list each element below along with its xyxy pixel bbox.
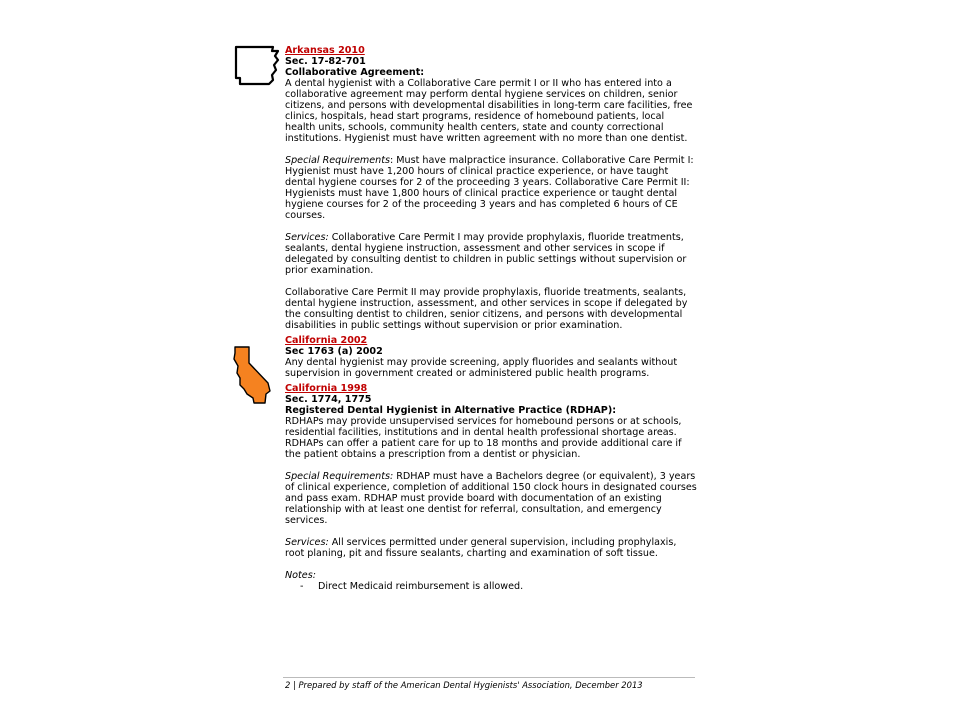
california1998-special-text: RDHAP must have a Bachelors degree (or equivalent), 3 years of clinical experience, completion of additional 150 clock hours in designated courses and pass exam. RDHAP must provide board with documentation of an existing relationship with at least one dentist for referral, consultation, and emergency services. [285,471,697,526]
california2002-heading: California 2002 [285,335,368,346]
arkansas-heading: Arkansas 2010 [285,45,365,56]
page-footer: 2 | Prepared by staff of the American Dental Hygienists' Association, December 2013 [285,680,643,690]
arkansas-special-label: Special Requirements [285,155,390,166]
california1998-heading: California 1998 [285,383,368,394]
arkansas-special-text: : Must have malpractice insurance. Collaborative Care Permit I: Hygienist must have 1,200 hours of clinical practice experience, or have taught dental hygiene courses for 2 of the proceeding 3 years. Collaborative Care Permit II: Hygienists must have 1,800 hours of clinical practice experience or taught dental hygiene courses for 2 of the proceeding 3 years and has completed 6 hours of CE courses. [285,155,694,221]
arkansas-services-label: Services: [285,232,329,243]
california1998-services-label: Services: [285,537,329,548]
document-body [285,45,697,592]
notes-dash: - [300,581,304,592]
california1998-section: Sec. 1774, 1775 [285,394,372,405]
arkansas-section: Sec. 17-82-701 [285,56,366,67]
footer-divider [283,677,695,678]
arkansas-body: A dental hygienist with a Collaborative Care permit I or II who has entered into a collaborative agreement may perform dental hygiene services on children, senior citizens, and persons with developmental disabilities in long-term care facilities, free clinics, hospitals, head start programs, residence of homebound patients, local health units, schools, community health centers, state and county correctional institutions. Hygienist must have written agreement with no more than one dentist. [285,78,693,144]
arkansas-services [285,232,697,276]
california1998-notes-item [285,581,697,592]
california1998-special-label: Special Requirements: [285,471,394,482]
arkansas-state-outline-icon [233,44,281,88]
notes-item-text: Direct Medicaid reimbursement is allowed. [318,581,524,592]
california-state-filled-icon [230,345,276,407]
arkansas-subheading: Collaborative Agreement: [285,67,425,78]
arkansas-services-text: Collaborative Care Permit I may provide prophylaxis, fluoride treatments, sealants, dental hygiene instruction, assessment and other services in scope if delegated by consulting dentist to children in public settings without supervision or prior examination. [285,232,687,276]
arkansas-special-requirements [285,155,697,221]
california1998-subheading: Registered Dental Hygienist in Alternative Practice (RDHAP): [285,405,617,416]
california2002-body: Any dental hygienist may provide screening, apply fluorides and sealants without supervision in government created or administered public health programs. [285,357,678,379]
california1998-special-requirements [285,471,697,526]
california2002-section: Sec 1763 (a) 2002 [285,346,383,357]
california1998-body: RDHAPs may provide unsupervised services for homebound persons or at schools, residential facilities, institutions and in dental health professional shortage areas. RDHAPs can offer a patient care for up to 18 months and provide additional care if the patient obtains a prescription from a dentist or physician. [285,416,682,460]
california1998-services-text: All services permitted under general supervision, including prophylaxis, root planing, pit and fissure sealants, charting and examination of soft tissue. [285,537,677,559]
california1998-notes-label: Notes: [285,570,316,581]
arkansas-permit2: Collaborative Care Permit II may provide prophylaxis, fluoride treatments, sealants, dental hygiene instruction, assessment, and other services in scope if delegated by the consulting dentist to children, senior citizens, and persons with developmental disabilities in public settings without supervision or prior examination. [285,287,688,331]
california1998-services [285,537,697,559]
